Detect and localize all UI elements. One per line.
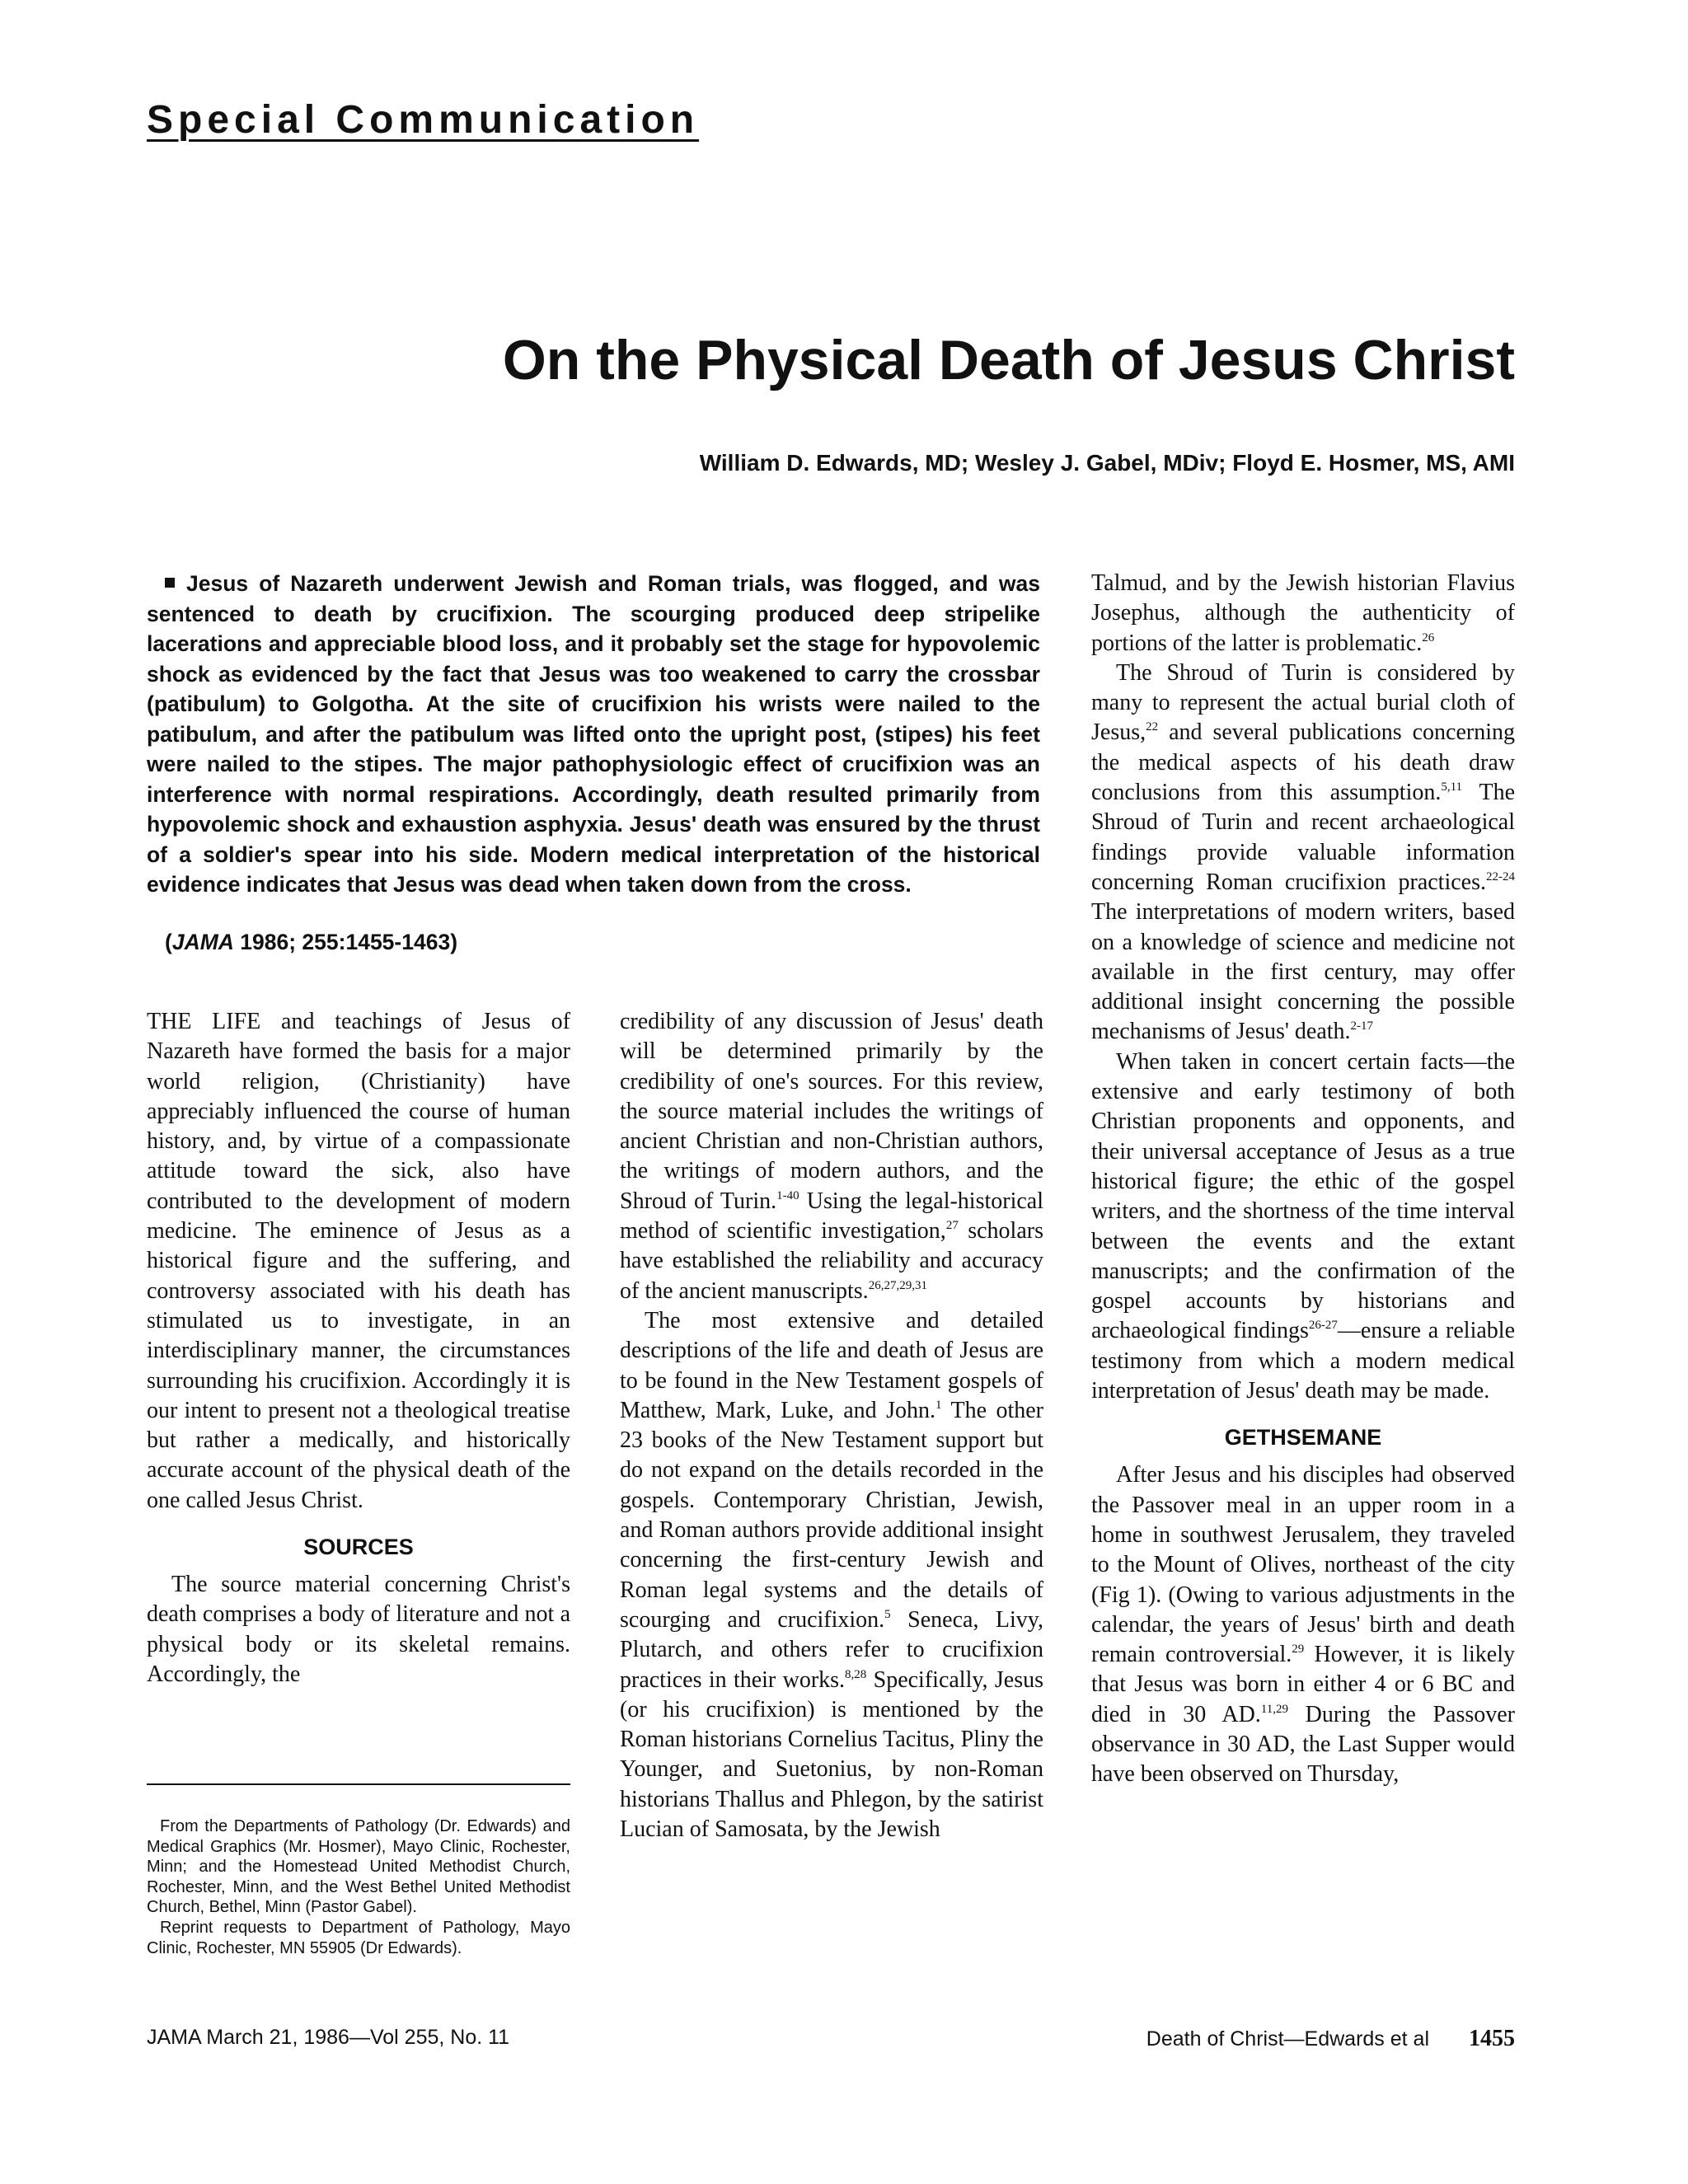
footnotes [147,1816,570,1958]
body-paragraph: The most extensive and detailed descriptions of the life and death of Jesus are to be found in the New Testament gospels of Matthew, Mark, Luke, and John.$^1$ The other 23 books of the New Testament support but do not expand on the details recorded in the gospels. Contemporary Christian, Jewish, and Roman authors provide additional insight concerning the first-century Jewish and Roman legal systems and the details of scourging and crucifixion.$^5$ Seneca, Livy, Plutarch, and others refer to crucifixion practices in their works.$^{8,28}$ Specifically, Jesus (or his crucifixion) is mentioned by the Roman historians Cornelius Tacitus, Pliny the Younger, and Suetonius, by non-Roman historians Thallus and Phlegon, by the satirist Lucian of Samosata, by the Jewish [620,1307,1043,1843]
reference-superscript: 26,27,29,31 [868,1278,927,1292]
reference-superscript: 29 [1292,1643,1305,1657]
section-heading-gethsemane: GETHSEMANE [1224,1425,1382,1451]
reference-superscript: 27 [945,1219,959,1233]
body-paragraph: credibility of any discussion of Jesus' death will be determined primarily by the credibility of one's sources. For this review, the source material includes the writings of ancient Christian and non-Christian authors, the writings of modern authors, and the Shroud of Turin.$^{1-40}$ Using the legal-historical method of scientific investigation,$^{27}$ scholars have established the reliability and accuracy of the ancient manuscripts.$^{26,27,29,31}$ [620,1009,1044,1304]
author-list: William D. Edwards, MD; Wesley J. Gabel, MDiv; Floyd E. Hosmer, MS, AMI [699,450,1515,476]
reprint-note: Reprint requests to Department of Pathology, Mayo Clinic, Rochester, MN 55905 (Dr Edwards). [147,1918,570,1957]
section-heading-sources: SOURCES [303,1535,414,1560]
journal-name: JAMA [171,930,234,954]
body-paragraph: Talmud, and by the Jewish historian Flavius Josephus, although the authenticity of portions of the latter is problematic.$^{26}$ [1091,570,1515,656]
body-column-2 [620,1007,1043,1844]
reference-superscript: 5,11 [1441,780,1463,794]
footer-journal-info: JAMA March 21, 1986—Vol 255, No. 11 [147,2026,510,2049]
body-paragraph: After Jesus and his disciples had observed the Passover meal in an upper room in a home in southwest Jerusalem, they traveled to the Mount of Olives, northeast of the city (Fig 1). (Owing to various adjustments in the calendar, the years of Jesus' birth and death remain controversial.$^{29}$ However, it is likely that Jesus was born in either 4 or 6 BC and died in 30 AD.$^{11,29}$ During the Passover observance in 30 AD, the Last Supper would have been observed on Thursday, [1091,1462,1516,1788]
journal-citation: (JAMA 1986; 255:1455-1463) [165,930,458,954]
reference-superscript: 8,28 [845,1667,867,1681]
reference-superscript: 26 [1422,630,1435,644]
square-bullet-icon [165,578,175,588]
reference-superscript: 22-24 [1486,869,1515,883]
body-column-1 [147,1007,570,1690]
article-title: On the Physical Death of Jesus Christ [502,329,1515,391]
reference-superscript: 2-17 [1350,1019,1374,1033]
reference-superscript: 22 [1146,720,1159,734]
affiliation-note: From the Departments of Pathology (Dr. Edwards) and Medical Graphics (Mr. Hosmer), Mayo Clinic, Rochester, Minn; and the Homestead United Methodist Church, Rochester, Minn, and the West Bethel United Methodist Church, Bethel, Minn (Pastor Gabel). [147,1817,570,1917]
abstract-text: Jesus of Nazareth underwent Jewish and Roman trials, was flogged, and was sentenced to death by crucifixion. The scourging produced deep stripelike lacerations and appreciable blood loss, and it probably set the stage for hypovolemic shock as evidenced by the fact that Jesus was too weakened to carry the crossbar (patibulum) to Golgotha. At the site of crucifixion his wrists were nailed to the patibulum, and after the patibulum was lifted onto the upright post, (stipes) his feet were nailed to the stipes. The major pathophysiologic effect of crucifixion was an interference with normal respirations. Accordingly, death resulted primarily from hypovolemic shock and exhaustion asphyxia. Jesus' death was ensured by the thrust of a soldier's spear into his side. Modern medical interpretation of the historical evidence indicates that Jesus was dead when taken down from the cross. [147,571,1040,897]
body-paragraph: The Shroud of Turin is considered by many to represent the actual burial cloth of Jesus,$^{22}$ and several publications concerning the medical aspects of his death draw conclusions from this assumption.$^{5,11}$ The Shroud of Turin and recent archaeological findings provide valuable information concerning Roman crucifixion practices.$^{22-24}$ The interpretations of modern writers, based on a knowledge of science and medicine not available in the first century, may offer additional insight concerning the possible mechanisms of Jesus' death.$^{2-17}$ [1091,659,1515,1045]
reference-superscript: 26-27 [1308,1319,1338,1333]
footnote-divider [147,1783,570,1785]
reference-superscript: 11,29 [1260,1702,1288,1716]
abstract [147,569,1040,900]
body-paragraph: When taken in concert certain facts—the extensive and early testimony of both Christian proponents and opponents, and their universal acceptance of Jesus as a true historical figure; the ethic of the gospel writers, and the shortness of the time interval between the events and the extant manuscripts; and the confirmation of the gospel accounts by historians and archaeological findings$^{26-27}$—ensure a reliable testimony from which a modern medical interpretation of Jesus' death may be made. [1091,1048,1515,1404]
page-number: 1455 [1469,2026,1515,2051]
body-paragraph: The source material concerning Christ's death comprises a body of literature and not a physical body or its skeletal remains. Accordingly, the [147,1572,570,1687]
intro-paragraph: THE LIFE and teachings of Jesus of Nazareth have formed the basis for a major world religion, (Christianity) have appreciably influenced the course of human history, and, by virtue of a compassionate attitude toward the sick, also have contributed to the development of modern medicine. The eminence of Jesus as a historical figure and the suffering, and controversy associated with his death has stimulated us to investigate, in an interdisciplinary manner, the circumstances surrounding his crucifixion. Accordingly it is our intent to present not a theological treatise but rather a medically, and historically accurate account of the physical death of the one called Jesus Christ. [147,1009,570,1513]
reference-superscript: 1 [935,1398,942,1412]
reference-superscript: 1-40 [776,1188,799,1202]
footer-running-title: Death of Christ—Edwards et al 1455 [1146,2026,1515,2051]
section-label: Special Communication [147,98,700,142]
reference-superscript: 5 [884,1607,891,1621]
body-column-3 [1091,569,1515,1790]
